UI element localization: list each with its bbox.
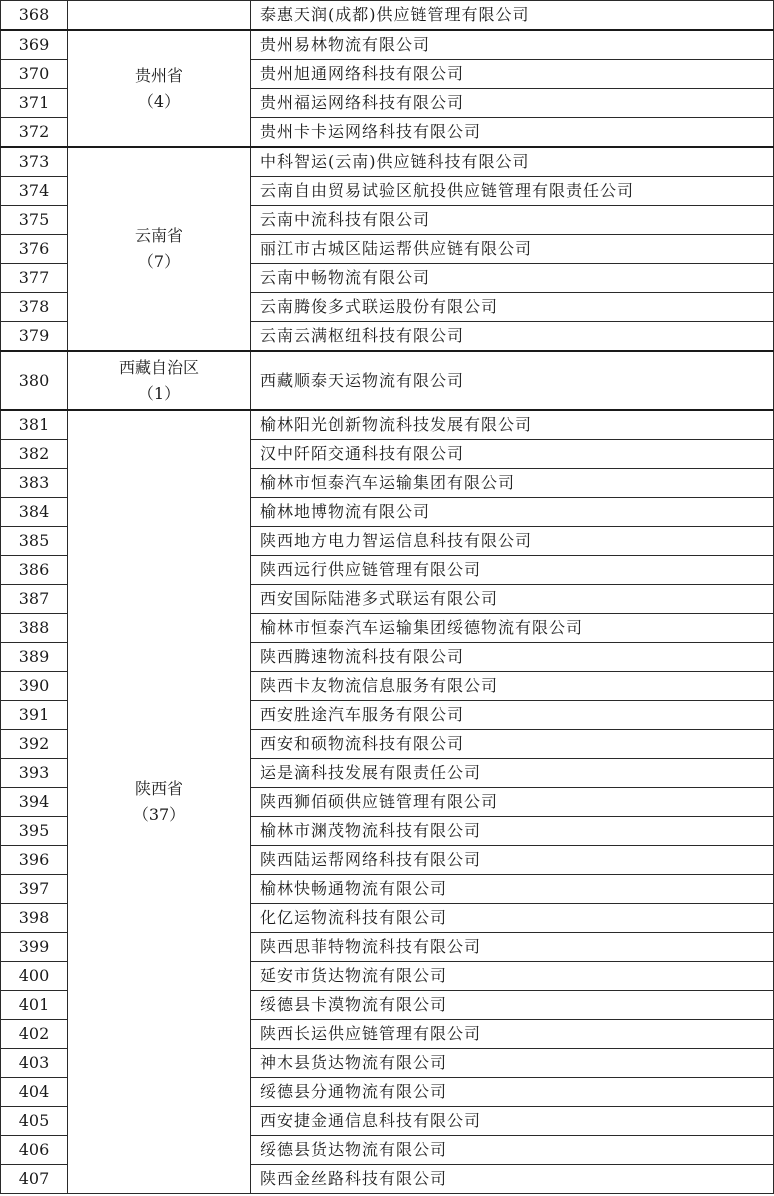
province-cell <box>68 1 251 31</box>
row-number: 406 <box>1 1136 68 1165</box>
company-name: 陕西远行供应链管理有限公司 <box>251 556 774 585</box>
company-name: 榆林市恒泰汽车运输集团有限公司 <box>251 469 774 498</box>
province-name: 陕西省 <box>134 779 183 798</box>
company-name: 化亿运物流科技有限公司 <box>251 904 774 933</box>
company-name: 贵州易林物流有限公司 <box>251 30 774 60</box>
table-row <box>1 30 774 60</box>
row-number: 370 <box>1 60 68 89</box>
row-number: 396 <box>1 846 68 875</box>
row-number: 373 <box>1 147 68 177</box>
row-number: 371 <box>1 89 68 118</box>
company-name: 贵州福运网络科技有限公司 <box>251 89 774 118</box>
row-number: 374 <box>1 177 68 206</box>
row-number: 395 <box>1 817 68 846</box>
row-number: 393 <box>1 759 68 788</box>
row-number: 400 <box>1 962 68 991</box>
row-number: 382 <box>1 440 68 469</box>
company-name: 榆林市渊茂物流科技有限公司 <box>251 817 774 846</box>
row-number: 375 <box>1 206 68 235</box>
row-number: 379 <box>1 322 68 352</box>
company-name: 云南云满枢纽科技有限公司 <box>251 322 774 352</box>
table-row <box>1 147 774 177</box>
company-name: 丽江市古城区陆运帮供应链有限公司 <box>251 235 774 264</box>
company-name: 中科智运(云南)供应链科技有限公司 <box>251 147 774 177</box>
province-count: （4） <box>137 91 181 111</box>
row-number: 403 <box>1 1049 68 1078</box>
company-name: 陕西思菲特物流科技有限公司 <box>251 933 774 962</box>
table-row <box>1 410 774 440</box>
province-count: （1） <box>137 383 181 403</box>
company-name: 榆林地博物流有限公司 <box>251 498 774 527</box>
company-name: 绥德县货达物流有限公司 <box>251 1136 774 1165</box>
company-name: 云南自由贸易试验区航投供应链管理有限责任公司 <box>251 177 774 206</box>
table-row <box>1 1 774 31</box>
row-number: 385 <box>1 527 68 556</box>
row-number: 405 <box>1 1107 68 1136</box>
company-name: 陕西长运供应链管理有限公司 <box>251 1020 774 1049</box>
province-count: （37） <box>132 805 186 824</box>
company-name: 西安和硕物流科技有限公司 <box>251 730 774 759</box>
row-number: 391 <box>1 701 68 730</box>
row-number: 386 <box>1 556 68 585</box>
company-name: 西藏顺泰天运物流有限公司 <box>251 351 774 410</box>
company-name: 榆林市恒泰汽车运输集团绥德物流有限公司 <box>251 614 774 643</box>
company-name: 陕西腾速物流科技有限公司 <box>251 643 774 672</box>
table-row <box>1 351 774 410</box>
row-number: 404 <box>1 1078 68 1107</box>
row-number: 401 <box>1 991 68 1020</box>
company-name: 陕西卡友物流信息服务有限公司 <box>251 672 774 701</box>
row-number: 383 <box>1 469 68 498</box>
province-name: 贵州省 <box>134 65 183 85</box>
province-cell <box>68 147 251 351</box>
row-number: 384 <box>1 498 68 527</box>
province-name: 西藏自治区 <box>118 357 199 377</box>
company-name: 西安捷金通信息科技有限公司 <box>251 1107 774 1136</box>
company-name: 陕西陆运帮网络科技有限公司 <box>251 846 774 875</box>
row-number: 390 <box>1 672 68 701</box>
company-name: 云南中畅物流有限公司 <box>251 264 774 293</box>
company-name: 延安市货达物流有限公司 <box>251 962 774 991</box>
row-number: 399 <box>1 933 68 962</box>
company-name: 西安国际陆港多式联运有限公司 <box>251 585 774 614</box>
row-number: 378 <box>1 293 68 322</box>
company-name: 贵州卡卡运网络科技有限公司 <box>251 118 774 148</box>
row-number: 376 <box>1 235 68 264</box>
row-number: 368 <box>1 1 68 31</box>
province-cell <box>68 30 251 147</box>
row-number: 377 <box>1 264 68 293</box>
company-name: 陕西金丝路科技有限公司 <box>251 1165 774 1194</box>
row-number: 380 <box>1 351 68 410</box>
row-number: 381 <box>1 410 68 440</box>
row-number: 392 <box>1 730 68 759</box>
row-number: 398 <box>1 904 68 933</box>
row-number: 397 <box>1 875 68 904</box>
company-name: 运是滴科技发展有限责任公司 <box>251 759 774 788</box>
company-name: 汉中阡陌交通科技有限公司 <box>251 440 774 469</box>
province-count: （7） <box>137 252 181 271</box>
table-body <box>1 1 774 1194</box>
company-name: 西安胜途汽车服务有限公司 <box>251 701 774 730</box>
company-name: 榆林快畅通物流有限公司 <box>251 875 774 904</box>
company-name: 绥德县卡漠物流有限公司 <box>251 991 774 1020</box>
province-name: 云南省 <box>134 226 183 245</box>
row-number: 387 <box>1 585 68 614</box>
row-number: 372 <box>1 118 68 148</box>
company-name: 陕西狮佰硕供应链管理有限公司 <box>251 788 774 817</box>
company-name: 云南腾俊多式联运股份有限公司 <box>251 293 774 322</box>
company-name: 绥德县分通物流有限公司 <box>251 1078 774 1107</box>
row-number: 369 <box>1 30 68 60</box>
company-name: 云南中流科技有限公司 <box>251 206 774 235</box>
row-number: 389 <box>1 643 68 672</box>
company-name: 陕西地方电力智运信息科技有限公司 <box>251 527 774 556</box>
row-number: 388 <box>1 614 68 643</box>
company-name: 榆林阳光创新物流科技发展有限公司 <box>251 410 774 440</box>
company-name: 泰惠天润(成都)供应链管理有限公司 <box>251 1 774 31</box>
province-cell <box>68 410 251 1194</box>
row-number: 407 <box>1 1165 68 1194</box>
row-number: 402 <box>1 1020 68 1049</box>
company-name: 贵州旭通网络科技有限公司 <box>251 60 774 89</box>
company-name: 神木县货达物流有限公司 <box>251 1049 774 1078</box>
row-number: 394 <box>1 788 68 817</box>
province-cell <box>68 351 251 410</box>
